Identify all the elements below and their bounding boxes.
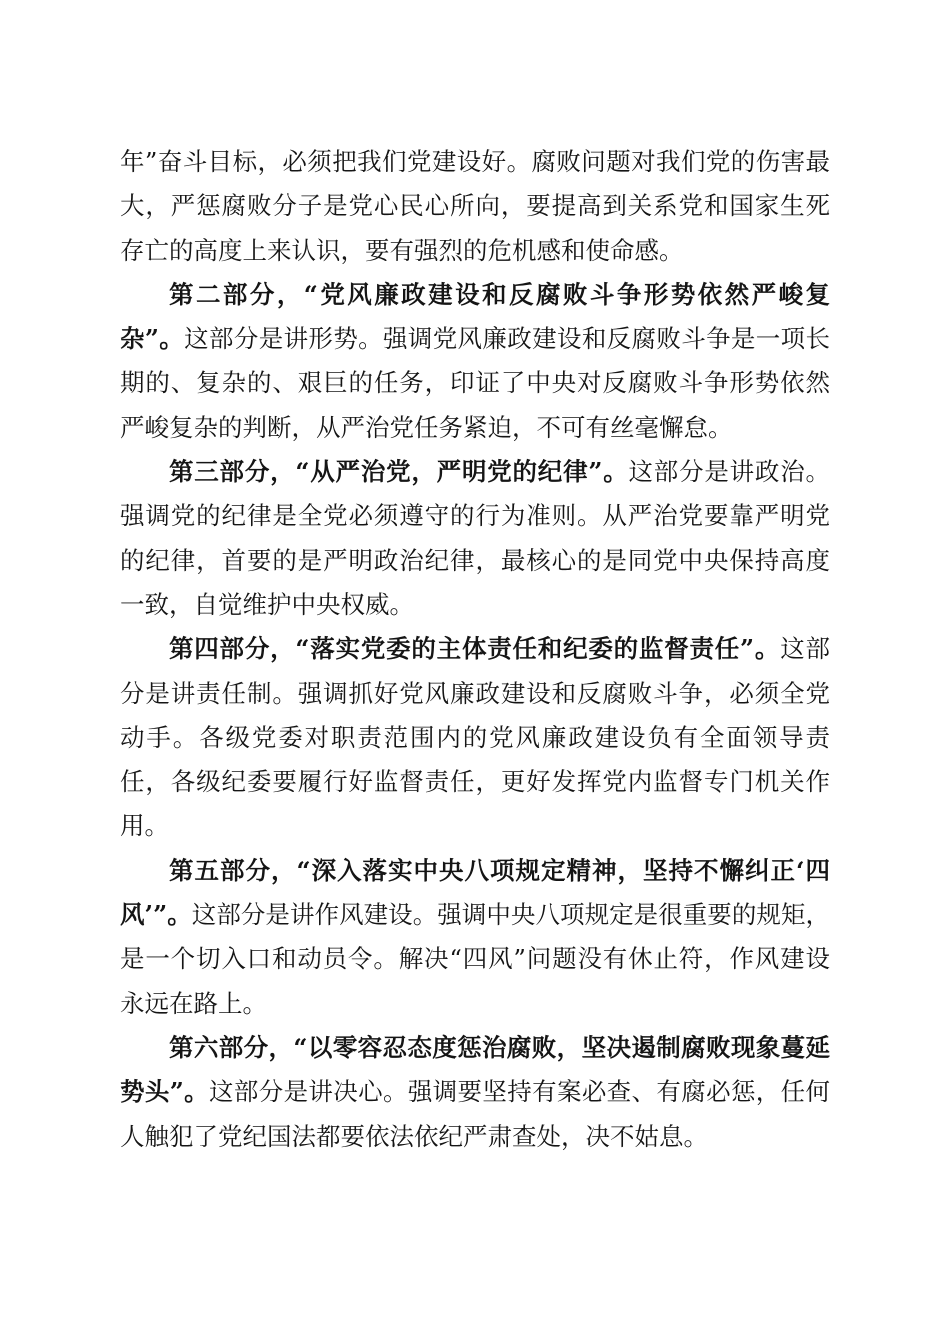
paragraph-body-text: 这部分是讲责任制。强调抓好党风廉政建设和反腐败斗争，必须全党动手。各级党委对职责范围内的党风廉政建设负有全面领导责任，各级纪委要履行好监督责任，更好发挥党内监督专门机关作用。 <box>120 634 830 841</box>
paragraph-body-text: 这部分是讲作风建设。强调中央八项规定是很重要的规矩，是一个切入口和动员令。解决“四风”问题没有休止符，作风建设永远在路上。 <box>120 900 831 1018</box>
section-heading-part-four: 第四部分，“落实党委的主体责任和纪委的监督责任”。 <box>169 634 781 664</box>
section-heading-part-six: 第六部分，“以零容忍态度惩治腐败，坚决遏制腐败现象蔓延势头”。 <box>120 1032 830 1107</box>
paragraph-part-five <box>120 849 830 1026</box>
paragraph-body-text: 年”奋斗目标，必须把我们党建设好。腐败问题对我们党的伤害最大，严惩腐败分子是党心民心所向，要提高到关系党和国家生死存亡的高度上来认识，要有强烈的危机感和使命感。 <box>120 147 830 265</box>
paragraph-body-text: 这部分是讲政治。强调党的纪律是全党必须遵守的行为准则。从严治党要靠严明党的纪律，首要的是严明政治纪律，最核心的是同党中央保持高度一致，自觉维护中央权威。 <box>120 457 830 619</box>
document-body <box>120 140 830 1159</box>
paragraph-body-text: 这部分是讲形势。强调党风廉政建设和反腐败斗争是一项长期的、复杂的、艰巨的任务，印证了中央对反腐败斗争形势依然严峻复杂的判断，从严治党任务紧迫，不可有丝毫懈怠。 <box>120 324 830 442</box>
paragraph-part-six <box>120 1026 830 1159</box>
section-heading-part-two: 第二部分，“党风廉政建设和反腐败斗争形势依然严峻复杂”。 <box>120 279 830 354</box>
section-heading-part-five: 第五部分，“深入落实中央八项规定精神，坚持不懈纠正‘四风’”。 <box>120 855 830 930</box>
paragraph-part-three <box>120 450 830 627</box>
paragraph-part-two <box>120 273 830 450</box>
paragraph-body-text: 这部分是讲决心。强调要坚持有案必查、有腐必惩，任何人触犯了党纪国法都要依法依纪严肃查处，决不姑息。 <box>120 1077 831 1151</box>
paragraph-part-four <box>120 627 830 848</box>
section-heading-part-three: 第三部分，“从严治党，严明党的纪律”。 <box>169 457 629 487</box>
paragraph-continued-intro <box>120 140 830 273</box>
